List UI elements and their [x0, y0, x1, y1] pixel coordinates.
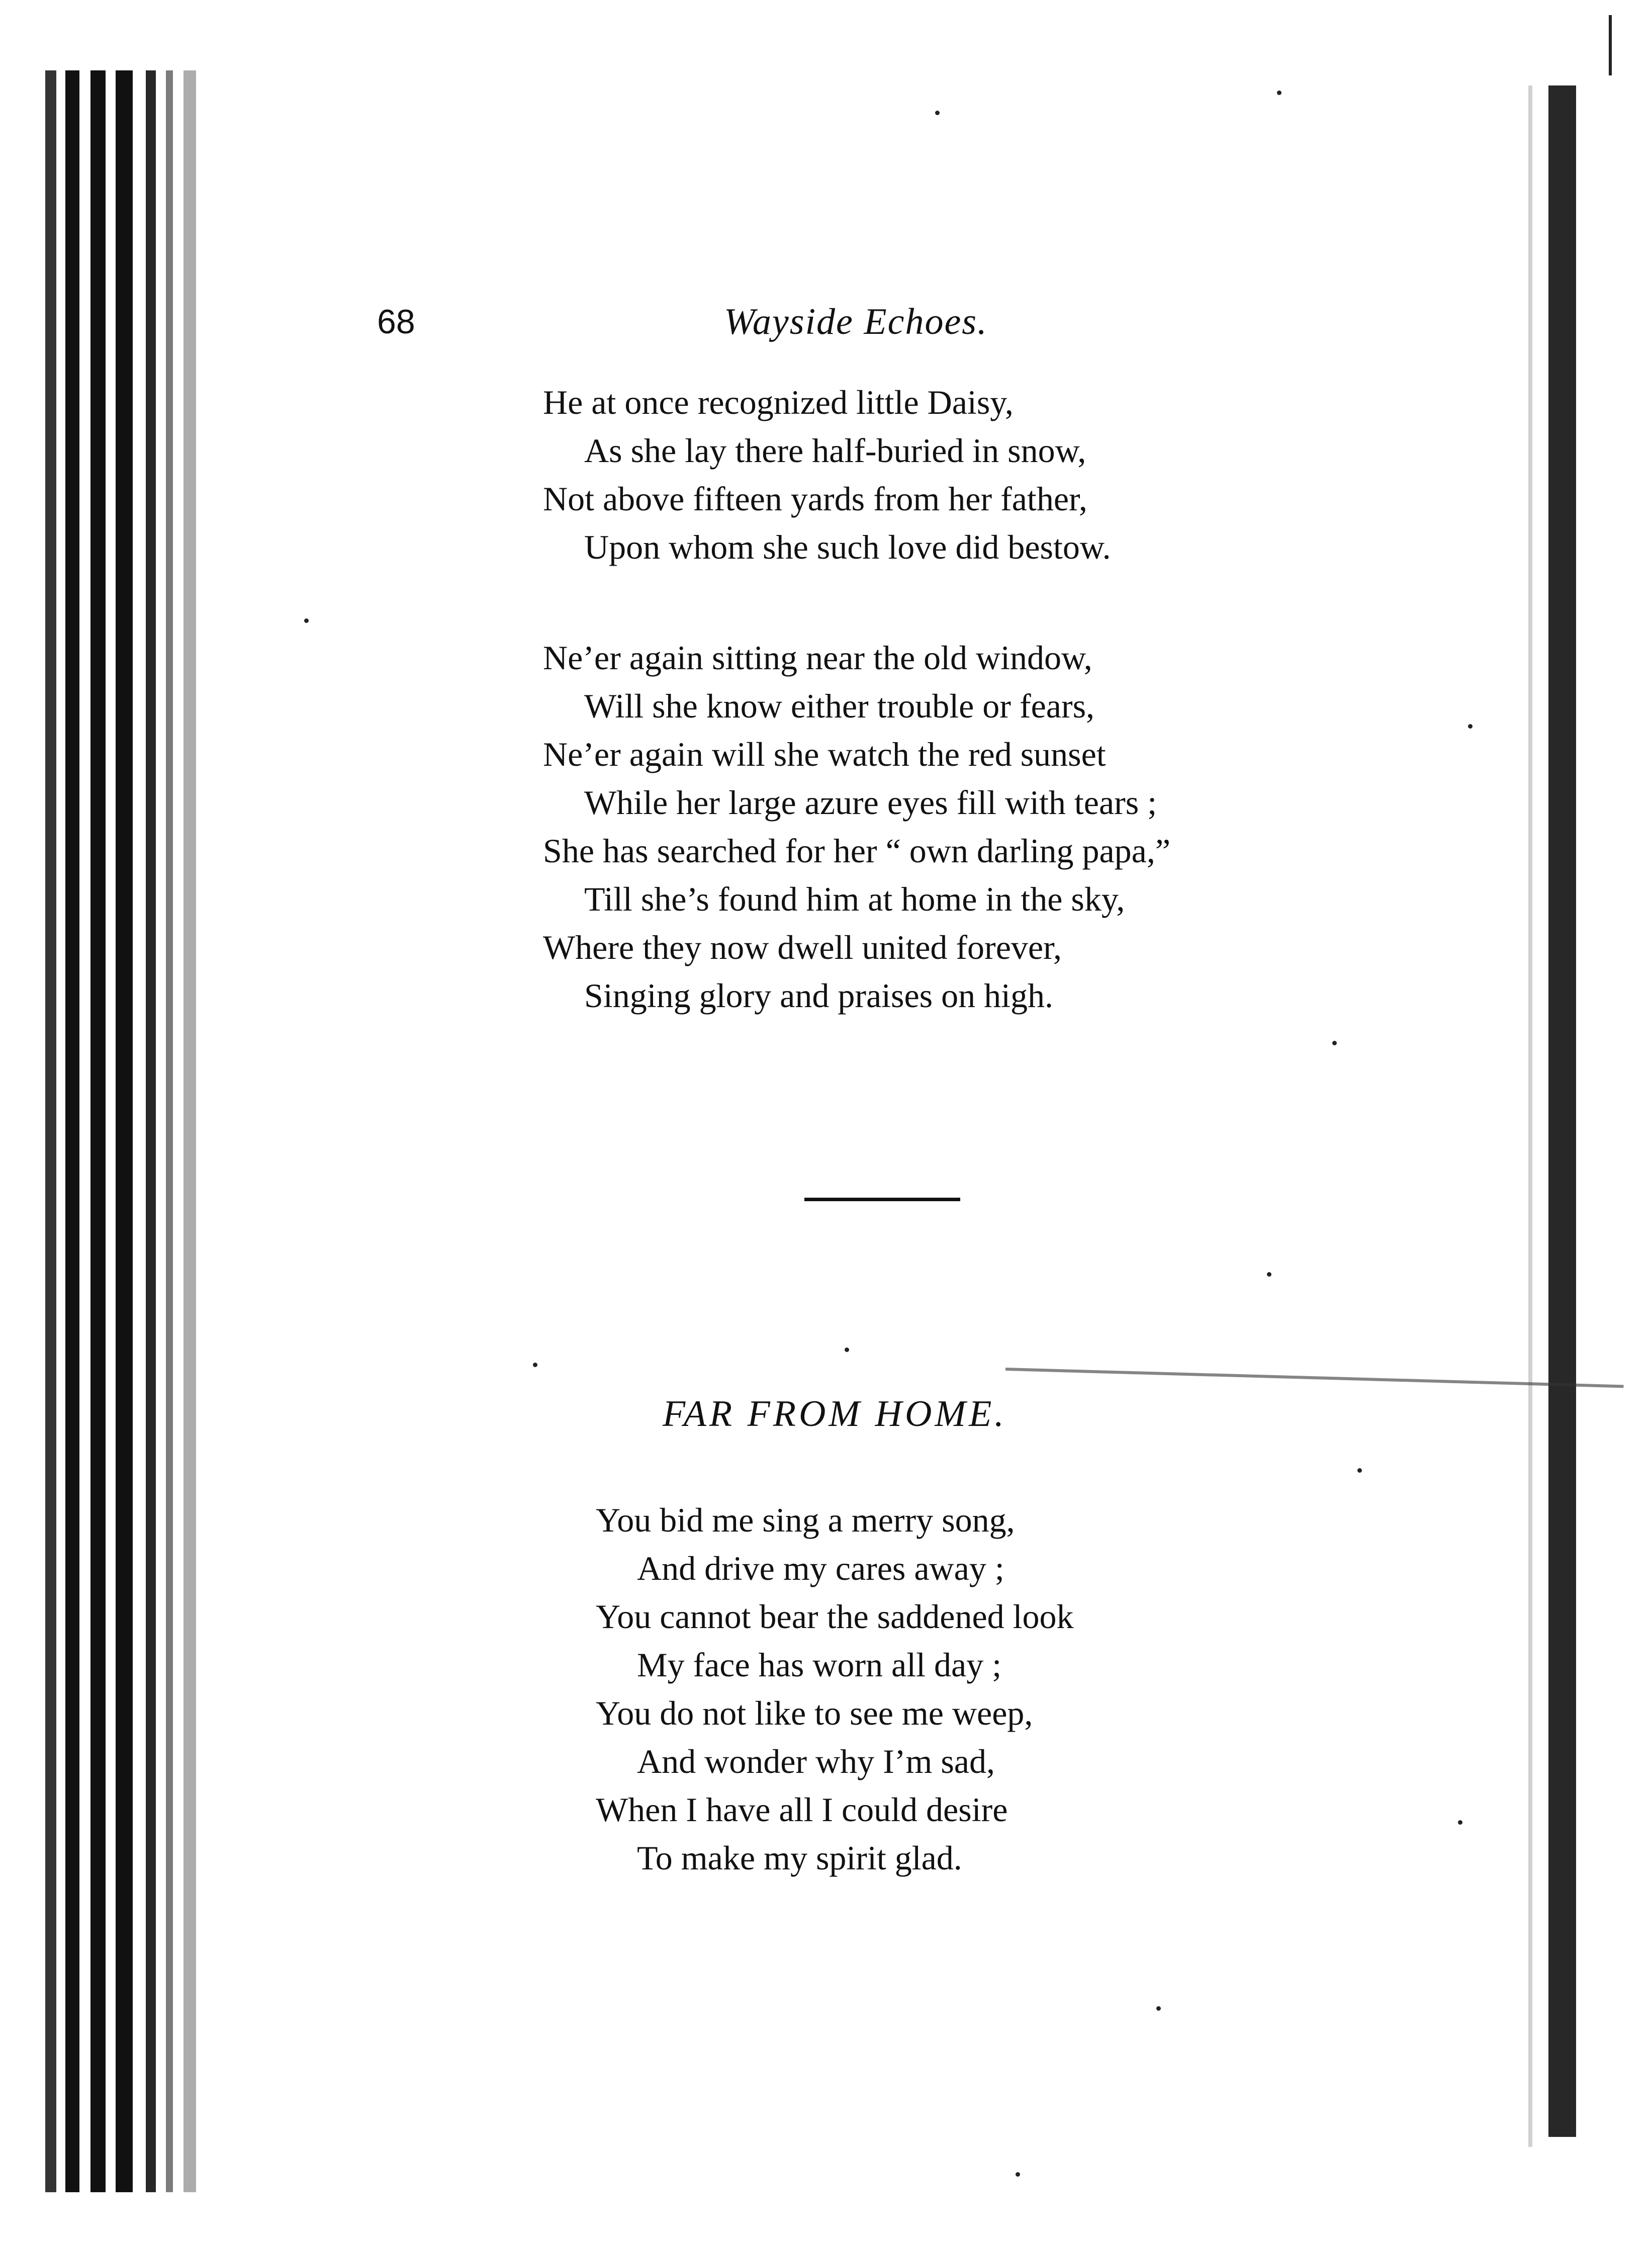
verse-line: While her large azure eyes fill with tears ; — [584, 783, 1157, 822]
verse-line: My face has worn all day ; — [637, 1646, 1002, 1684]
verse-line: Not above fifteen yards from her father, — [543, 480, 1087, 518]
binding-stripe — [65, 70, 79, 2192]
verse-line: Ne’er again will she watch the red sunset — [543, 735, 1106, 773]
scan-corner-mark — [1609, 15, 1612, 75]
verse-line: To make my spirit glad. — [637, 1839, 962, 1877]
verse-line: Where they now dwell united forever, — [543, 928, 1062, 966]
poem-stanza — [543, 378, 1111, 571]
scan-speck — [1156, 2006, 1161, 2011]
scanned-binding-left — [45, 70, 196, 2192]
poem-title: FAR FROM HOME. — [663, 1393, 1007, 1434]
scan-speck — [1277, 91, 1281, 95]
scanned-binding-right — [1548, 85, 1576, 2137]
scan-speck — [533, 1363, 537, 1367]
scan-speck — [1016, 2172, 1020, 2177]
scan-speck — [935, 111, 940, 115]
book-title: Wayside Echoes. — [724, 301, 988, 342]
verse-line: She has searched for her “ own darling papa,” — [543, 832, 1171, 870]
page-number: 68 — [377, 303, 415, 341]
scan-speck — [304, 618, 309, 623]
verse-line: You bid me sing a merry song, — [596, 1501, 1015, 1539]
verse-line: Ne’er again sitting near the old window, — [543, 639, 1092, 677]
binding-stripe — [116, 70, 133, 2192]
scan-speck — [1357, 1468, 1362, 1473]
scan-speck — [845, 1348, 849, 1352]
binding-stripe — [183, 70, 196, 2192]
binding-stripe — [90, 70, 106, 2192]
verse-line: You do not like to see me weep, — [596, 1694, 1033, 1732]
scanned-edge-hairline — [1528, 85, 1532, 2147]
verse-line: Till she’s found him at home in the sky, — [584, 880, 1125, 918]
scan-speck — [1468, 724, 1473, 729]
verse-line: And wonder why I’m sad, — [637, 1742, 995, 1780]
scan-speck — [1267, 1272, 1271, 1277]
verse-line: As she lay there half-buried in snow, — [584, 431, 1086, 470]
verse-line: Will she know either trouble or fears, — [584, 687, 1095, 725]
verse-line: You cannot bear the saddened look — [596, 1597, 1074, 1636]
binding-stripe — [146, 70, 156, 2192]
verse-line: He at once recognized little Daisy, — [543, 383, 1014, 421]
verse-line: And drive my cares away ; — [637, 1549, 1004, 1587]
verse-line: Singing glory and praises on high. — [584, 976, 1054, 1015]
scan-speck — [1332, 1041, 1337, 1045]
binding-stripe — [45, 70, 56, 2192]
verse-line: When I have all I could desire — [596, 1790, 1008, 1829]
binding-stripe — [166, 70, 173, 2192]
verse-line: Upon whom she such love did bestow. — [584, 528, 1111, 566]
scan-speck — [1458, 1820, 1462, 1825]
poem-stanza — [543, 634, 1170, 1020]
section-divider — [804, 1198, 960, 1201]
running-head — [377, 292, 1383, 352]
poem-stanza — [596, 1496, 1074, 1882]
